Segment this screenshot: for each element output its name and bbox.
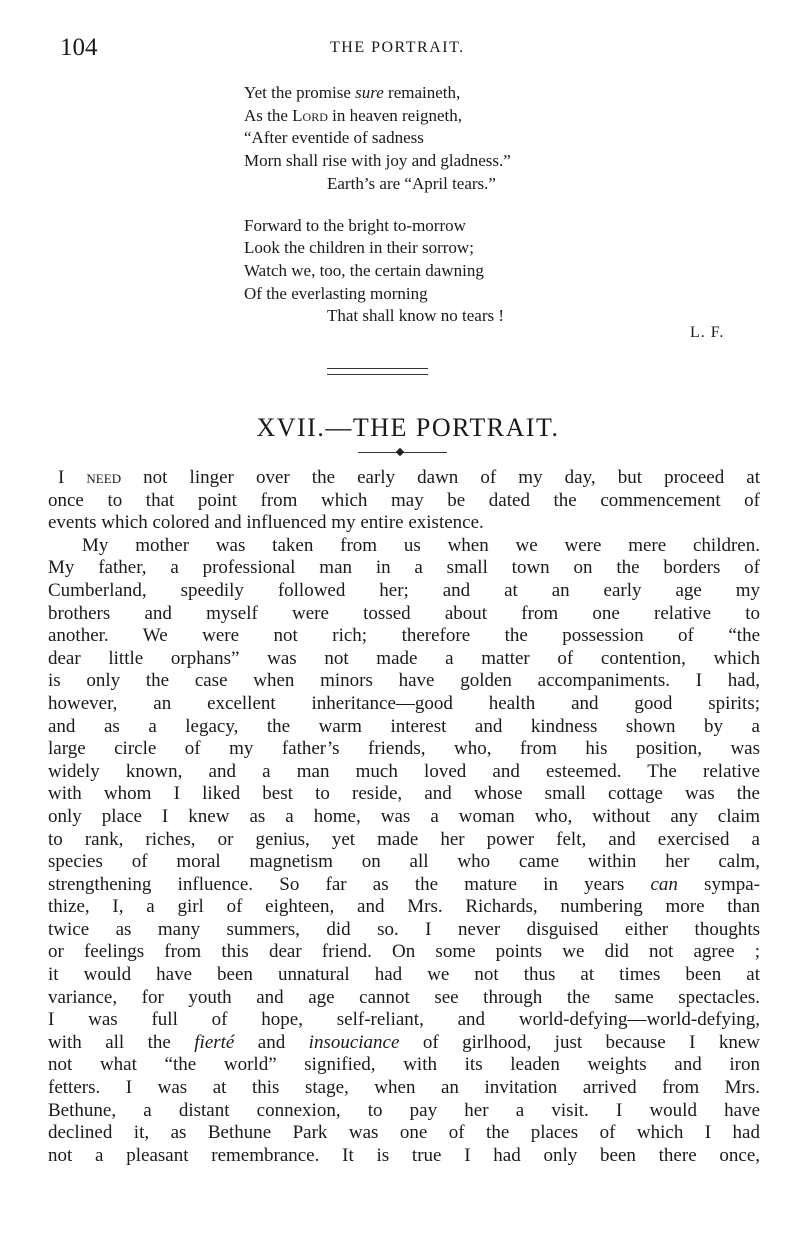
diamond-ornament-icon [396, 448, 404, 456]
poem-stanza-2 [244, 215, 644, 329]
body-line: brothers and myself were tossed about from one relative to [48, 602, 760, 624]
body-line: is only the case when minors have golden accompaniments. I had, [48, 670, 760, 692]
poem-line: Yet the promise sure remaineth, [244, 83, 461, 102]
poem-line: Watch we, too, the certain dawning [244, 260, 484, 280]
poem-stanza-1 [244, 82, 644, 196]
poem [244, 82, 644, 328]
poem-line: As the Lord in heaven reigneth, [244, 105, 462, 125]
chapter-body [48, 467, 760, 1167]
body-line: widely known, and a man much loved and esteemed. The relative [48, 760, 760, 782]
emphasis: sure [355, 83, 384, 102]
body-line: dear little orphans” was not made a matter of contention, which [48, 647, 760, 669]
body-line: only place I knew as a home, was a woman who, without any claim [48, 805, 760, 827]
body-line: not what “the world” signified, with its leaden weights and iron [48, 1054, 760, 1076]
poem-signature: L. F. [690, 324, 725, 341]
opening-small-caps-word: need [86, 467, 122, 488]
body-line: events which colored and influenced my entire existence. [48, 512, 484, 534]
body-line: and as a legacy, the warm interest and kindness shown by a [48, 715, 760, 737]
body-line: variance, for youth and age cannot see through the same spectacles. [48, 986, 760, 1008]
body-line: large circle of my father’s friends, who, from his position, was [48, 738, 760, 760]
running-head [60, 34, 760, 64]
chapter-heading: XVII.—THE PORTRAIT. [256, 413, 560, 442]
body-line: fetters. I was at this stage, when an invitation arrived from Mrs. [48, 1077, 760, 1099]
section-divider-double-rule [327, 368, 428, 375]
poem-line: Forward to the bright to-morrow [244, 215, 466, 235]
poem-refrain-line: That shall know no tears ! [327, 306, 505, 326]
poem-line: Of the everlasting morning [244, 283, 428, 303]
body-line: Bethune, a distant connexion, to pay her a visit. I would have [48, 1099, 760, 1121]
body-line: twice as many summers, did so. I never disguised either thoughts [48, 918, 760, 940]
poem-line: Morn shall rise with joy and gladness.” [244, 151, 511, 171]
poem-refrain-line: Earth’s are “April tears.” [327, 173, 496, 193]
body-line: My mother was taken from us when we were mere children. [82, 534, 760, 556]
body-line: with all the fierté and insouciance of girlhood, just because I knew [48, 1031, 761, 1053]
poem-line: “After eventide of sadness [244, 128, 424, 148]
body-line: My father, a professional man in a small town on the borders of [48, 557, 760, 579]
running-title: THE PORTRAIT. [330, 39, 465, 56]
emphasis: fierté [194, 1031, 235, 1053]
body-line: declined it, as Bethune Park was one of the places of which I had [48, 1122, 760, 1144]
body-line: to rank, riches, or genius, yet made her power felt, and exercised a [48, 828, 760, 850]
page-number: 104 [60, 34, 98, 61]
body-line: I need not linger over the early dawn of my day, but proceed at [58, 467, 760, 488]
body-line: Cumberland, speedily followed her; and at an early age my [48, 579, 760, 601]
emphasis: can [650, 873, 678, 895]
body-line: with whom I liked best to reside, and whose small cottage was the [48, 783, 760, 805]
body-line: thize, I, a girl of eighteen, and Mrs. Richards, numbering more than [48, 896, 760, 918]
emphasis: insouciance [308, 1031, 400, 1053]
body-line: strengthening influence. So far as the mature in years can sympa- [48, 873, 761, 895]
body-line: species of moral magnetism on all who came within her calm, [48, 851, 760, 873]
body-line: however, an excellent inheritance—good health and good spirits; [48, 692, 760, 714]
body-line: not a pleasant remembrance. It is true I had only been there once, [48, 1144, 760, 1166]
small-caps-word: Lord [292, 105, 328, 125]
body-line: or feelings from this dear friend. On some points we did not agree ; [48, 941, 760, 963]
body-line: once to that point from which may be dated the commencement of [48, 489, 760, 511]
body-line: I was full of hope, self-reliant, and world-defying—world-defying, [48, 1009, 760, 1031]
body-line: it would have been unnatural had we not thus at times been at [48, 964, 760, 986]
poem-line: Look the children in their sorrow; [244, 238, 474, 258]
body-line: another. We were not rich; therefore the possession of “the [48, 625, 760, 647]
